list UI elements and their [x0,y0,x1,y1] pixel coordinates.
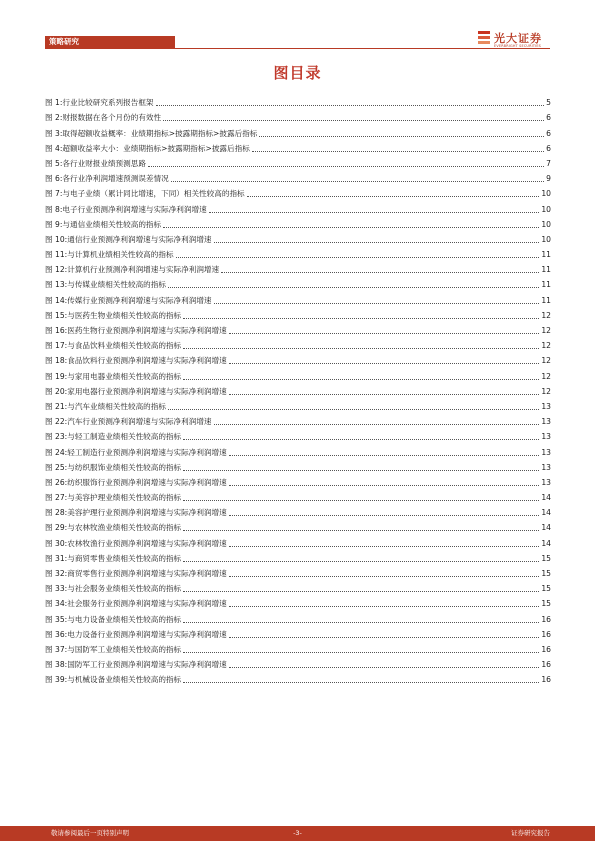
toc-entry-page: 11 [541,280,551,290]
toc-entry-label: 图 27: [45,493,68,503]
toc-entry[interactable] [45,458,551,473]
toc-entry[interactable] [45,594,551,609]
toc-leader-dots [229,455,540,456]
toc-entry[interactable] [45,154,551,169]
toc-entry-page: 14 [541,523,551,533]
toc-entry-page: 15 [541,599,551,609]
toc-entry-title: 与汽车业绩相关性较高的指标 [67,401,166,411]
toc-entry-label: 图 25: [45,462,68,472]
toc-entry[interactable] [45,245,551,260]
toc-entry[interactable] [45,412,551,427]
toc-entry[interactable] [45,290,551,305]
toc-leader-dots [209,212,540,213]
toc-entry-label: 图 9: [45,219,63,229]
toc-entry-title: 汽车行业预测净利润增速与实际净利润增速 [67,417,212,427]
toc-entry[interactable] [45,184,551,199]
toc-entry-title: 通信行业预测净利润增速与实际净利润增速 [67,234,212,244]
toc-entry-page: 10 [541,189,551,199]
toc-entry-title: 与通信业绩相关性较高的指标 [62,219,162,229]
toc-leader-dots [221,272,539,273]
toc-entry-label: 图 3: [45,128,63,138]
toc-entry-page: 13 [541,401,551,411]
toc-entry-page: 7 [546,158,551,168]
toc-entry-label: 图 15: [45,310,68,320]
toc-leader-dots [229,576,540,577]
company-logo [478,30,552,50]
toc-leader-dots [229,606,540,607]
toc-entry-title: 传媒行业预测净利润增速与实际净利润增速 [67,295,212,305]
toc-entry[interactable] [45,351,551,366]
toc-entry[interactable] [45,397,551,412]
toc-entry[interactable] [45,655,551,670]
page-number: -3- [293,829,302,837]
toc-entry-label: 图 6: [45,174,63,184]
toc-leader-dots [214,303,540,304]
toc-entry-label: 图 28: [45,508,68,518]
toc-entry-title: 与农林牧渔业绩相关性较高的指标 [67,523,182,533]
toc-entry-label: 图 29: [45,523,68,533]
toc-entry[interactable] [45,609,551,624]
logo-name-cn: 光大证券 [494,32,542,45]
toc-entry-page: 13 [541,432,551,442]
toc-entry-page: 14 [541,493,551,503]
toc-leader-dots [163,227,539,228]
toc-leader-dots [229,485,540,486]
toc-entry-title: 与计算机业绩相关性较高的指标 [67,250,174,260]
toc-entry-label: 图 11: [45,250,68,260]
toc-entry-label: 图 34: [45,599,68,609]
toc-entry-title: 食品饮料行业预测净利润增速与实际净利润增速 [67,356,227,366]
toc-entry[interactable] [45,670,551,685]
toc-entry[interactable] [45,549,551,564]
toc-leader-dots [171,181,544,182]
table-of-figures [45,93,551,685]
toc-leader-dots [176,257,540,258]
toc-entry-page: 14 [541,508,551,518]
toc-entry-page: 12 [541,356,551,366]
toc-entry-page: 15 [541,553,551,563]
toc-entry-page: 5 [546,98,551,108]
toc-leader-dots [229,394,540,395]
toc-entry-label: 图 33: [45,584,68,594]
toc-entry-page: 12 [541,341,551,351]
toc-leader-dots [183,500,539,501]
toc-leader-dots [163,120,544,121]
toc-entry[interactable] [45,230,551,245]
section-tag: 策略研究 [49,37,79,46]
toc-entry-page: 6 [546,113,551,123]
toc-entry-page: 11 [541,295,551,305]
toc-entry-title: 社会服务行业预测净利润增速与实际净利润增速 [67,599,227,609]
toc-entry-title: 与轻工制造业绩相关性较高的指标 [67,432,182,442]
toc-entry[interactable] [45,488,551,503]
toc-entry-label: 图 17: [45,341,68,351]
toc-leader-dots [183,318,539,319]
toc-entry-page: 15 [541,584,551,594]
toc-entry[interactable] [45,427,551,442]
header-rule [45,48,550,49]
toc-entry-title: 与电子业绩（累计同比增速，下同）相关性较高的指标 [62,189,245,199]
toc-entry-label: 图 39: [45,675,68,685]
toc-leader-dots [183,682,539,683]
toc-entry-label: 图 10: [45,234,68,244]
toc-leader-dots [183,561,539,562]
footer-bar [0,826,595,841]
toc-entry-title: 美容护理行业预测净利润增速与实际净利润增速 [67,508,227,518]
toc-entry-label: 图 8: [45,204,63,214]
toc-entry-title: 与医药生物业绩相关性较高的指标 [67,310,182,320]
toc-entry-page: 16 [541,629,551,639]
toc-entry-page: 16 [541,614,551,624]
toc-entry-page: 9 [546,174,551,184]
toc-entry-title: 轻工制造行业预测净利润增速与实际净利润增速 [67,447,227,457]
toc-leader-dots [183,622,539,623]
toc-entry-page: 16 [541,675,551,685]
toc-entry-label: 图 5: [45,158,63,168]
section-tag-bar [45,36,175,48]
toc-entry[interactable] [45,625,551,640]
toc-entry[interactable] [45,473,551,488]
toc-entry-label: 图 20: [45,386,68,396]
toc-entry-title: 与美容护理业绩相关性较高的指标 [67,493,182,503]
toc-entry-title: 计算机行业预测净利润增速与实际净利润增速 [67,265,220,275]
toc-entry[interactable] [45,306,551,321]
toc-leader-dots [229,667,540,668]
toc-leader-dots [229,333,540,334]
toc-entry-page: 11 [541,250,551,260]
toc-entry-label: 图 37: [45,644,68,654]
toc-entry-title: 与国防军工业绩相关性较高的指标 [67,644,182,654]
toc-leader-dots [252,151,544,152]
toc-leader-dots [229,515,540,516]
toc-entry-title: 农林牧渔行业预测净利润增速与实际净利润增速 [67,538,227,548]
page-title: 图目录 [273,64,322,82]
toc-entry[interactable] [45,321,551,336]
toc-entry-title: 家用电器行业预测净利润增速与实际净利润增速 [67,386,227,396]
toc-entry-title: 与电力设备业绩相关性较高的指标 [67,614,182,624]
toc-leader-dots [183,348,539,349]
toc-entry-title: 各行业净利润增速预测误差情况 [62,174,169,184]
toc-entry-title: 与传媒业绩相关性较高的指标 [67,280,166,290]
toc-entry[interactable] [45,93,551,108]
toc-entry[interactable] [45,503,551,518]
toc-entry-label: 图 22: [45,417,68,427]
toc-leader-dots [183,379,539,380]
toc-entry-label: 图 1: [45,98,63,108]
toc-leader-dots [168,409,539,410]
toc-entry[interactable] [45,123,551,138]
toc-entry-label: 图 2: [45,113,63,123]
toc-leader-dots [183,652,539,653]
toc-entry-title: 与家用电器业绩相关性较高的指标 [67,371,182,381]
toc-entry-title: 商贸零售行业预测净利润增速与实际净利润增速 [67,569,227,578]
toc-entry-title: 取得超额收益概率：业绩期指标>披露期指标>披露后指标 [62,128,258,138]
toc-entry[interactable] [45,199,551,214]
toc-leader-dots [183,470,539,471]
toc-entry[interactable] [45,336,551,351]
toc-entry-page: 16 [541,644,551,654]
toc-entry-label: 图 18: [45,356,68,366]
toc-entry-title: 与社会服务业绩相关性较高的指标 [67,584,182,594]
toc-entry[interactable] [45,108,551,123]
toc-entry-page: 14 [541,538,551,548]
toc-entry-page: 10 [541,219,551,229]
toc-entry-page: 12 [541,386,551,396]
toc-entry-label: 图 32: [45,569,68,578]
toc-leader-dots [229,363,540,364]
toc-entry-label: 图 16: [45,326,68,335]
toc-entry-page: 11 [541,265,551,275]
toc-entry-page: 6 [546,143,551,153]
footer-report-type: 证券研究报告 [511,829,550,837]
toc-entry[interactable] [45,169,551,184]
toc-entry-label: 图 12: [45,265,68,275]
toc-entry-title: 医药生物行业预测净利润增速与实际净利润增速 [67,326,227,335]
toc-leader-dots [214,424,540,425]
toc-leader-dots [214,242,540,243]
toc-entry-page: 13 [541,462,551,472]
toc-leader-dots [183,530,539,531]
toc-entry-title: 国防军工行业预测净利润增速与实际净利润增速 [67,660,227,670]
toc-entry-title: 各行业财报业绩预测思路 [62,158,146,168]
logo-mark-icon [478,31,490,49]
toc-entry-page: 15 [541,569,551,578]
toc-entry[interactable] [45,579,551,594]
toc-entry-title: 与纺织服饰业绩相关性较高的指标 [67,462,182,472]
toc-entry-title: 与机械设备业绩相关性较高的指标 [67,675,182,685]
toc-leader-dots [247,196,540,197]
toc-entry-page: 12 [541,310,551,320]
toc-entry-title: 纺织服饰行业预测净利润增速与实际净利润增速 [67,477,227,487]
toc-entry[interactable] [45,640,551,655]
toc-entry-title: 与商贸零售业绩相关性较高的指标 [67,553,182,563]
toc-entry-label: 图 24: [45,447,68,457]
toc-entry[interactable] [45,518,551,533]
toc-entry-label: 图 35: [45,614,68,624]
toc-entry-page: 16 [541,660,551,670]
toc-entry-label: 图 13: [45,280,68,290]
toc-entry[interactable] [45,275,551,290]
toc-entry[interactable] [45,533,551,548]
toc-entry-label: 图 31: [45,553,68,563]
toc-entry-label: 图 38: [45,660,68,670]
toc-entry-title: 财报数据在各个月份的有效性 [62,113,162,123]
toc-entry[interactable] [45,564,551,579]
toc-entry-label: 图 14: [45,295,68,305]
toc-entry-title: 电力设备行业预测净利润增速与实际净利润增速 [67,629,227,639]
toc-entry-label: 图 23: [45,432,68,442]
toc-leader-dots [259,136,544,137]
toc-entry[interactable] [45,215,551,230]
toc-entry[interactable] [45,366,551,381]
toc-leader-dots [168,287,539,288]
toc-leader-dots [183,591,539,592]
toc-entry-label: 图 36: [45,629,68,639]
toc-entry-page: 12 [541,326,551,335]
toc-entry-page: 13 [541,417,551,427]
toc-entry-label: 图 30: [45,538,68,548]
toc-leader-dots [229,637,540,638]
toc-leader-dots [148,166,544,167]
toc-entry-page: 6 [546,128,551,138]
toc-entry-page: 13 [541,447,551,457]
toc-entry-title: 电子行业预测净利润增速与实际净利润增速 [62,204,207,214]
toc-entry-page: 10 [541,204,551,214]
toc-entry-title: 行业比较研究系列报告框架 [62,98,154,108]
footer-disclaimer: 敬请参阅最后一页特别声明 [51,829,129,837]
toc-entry-page: 13 [541,477,551,487]
toc-entry-label: 图 21: [45,401,68,411]
toc-leader-dots [156,105,545,106]
toc-entry[interactable] [45,139,551,154]
toc-entry-title: 超额收益率大小：业绩期指标>披露期指标>披露后指标 [62,143,250,153]
toc-entry[interactable] [45,442,551,457]
toc-leader-dots [229,546,540,547]
toc-entry-label: 图 19: [45,371,68,381]
toc-leader-dots [183,439,539,440]
toc-entry-title: 与食品饮料业绩相关性较高的指标 [67,341,182,351]
toc-entry-label: 图 4: [45,143,63,153]
toc-entry-label: 图 7: [45,189,63,199]
toc-entry-page: 10 [541,234,551,244]
toc-entry-page: 12 [541,371,551,381]
toc-entry-label: 图 26: [45,477,68,487]
toc-entry[interactable] [45,382,551,397]
toc-entry[interactable] [45,260,551,275]
logo-name-en: EVERBRIGHT SECURITIES [494,44,542,48]
